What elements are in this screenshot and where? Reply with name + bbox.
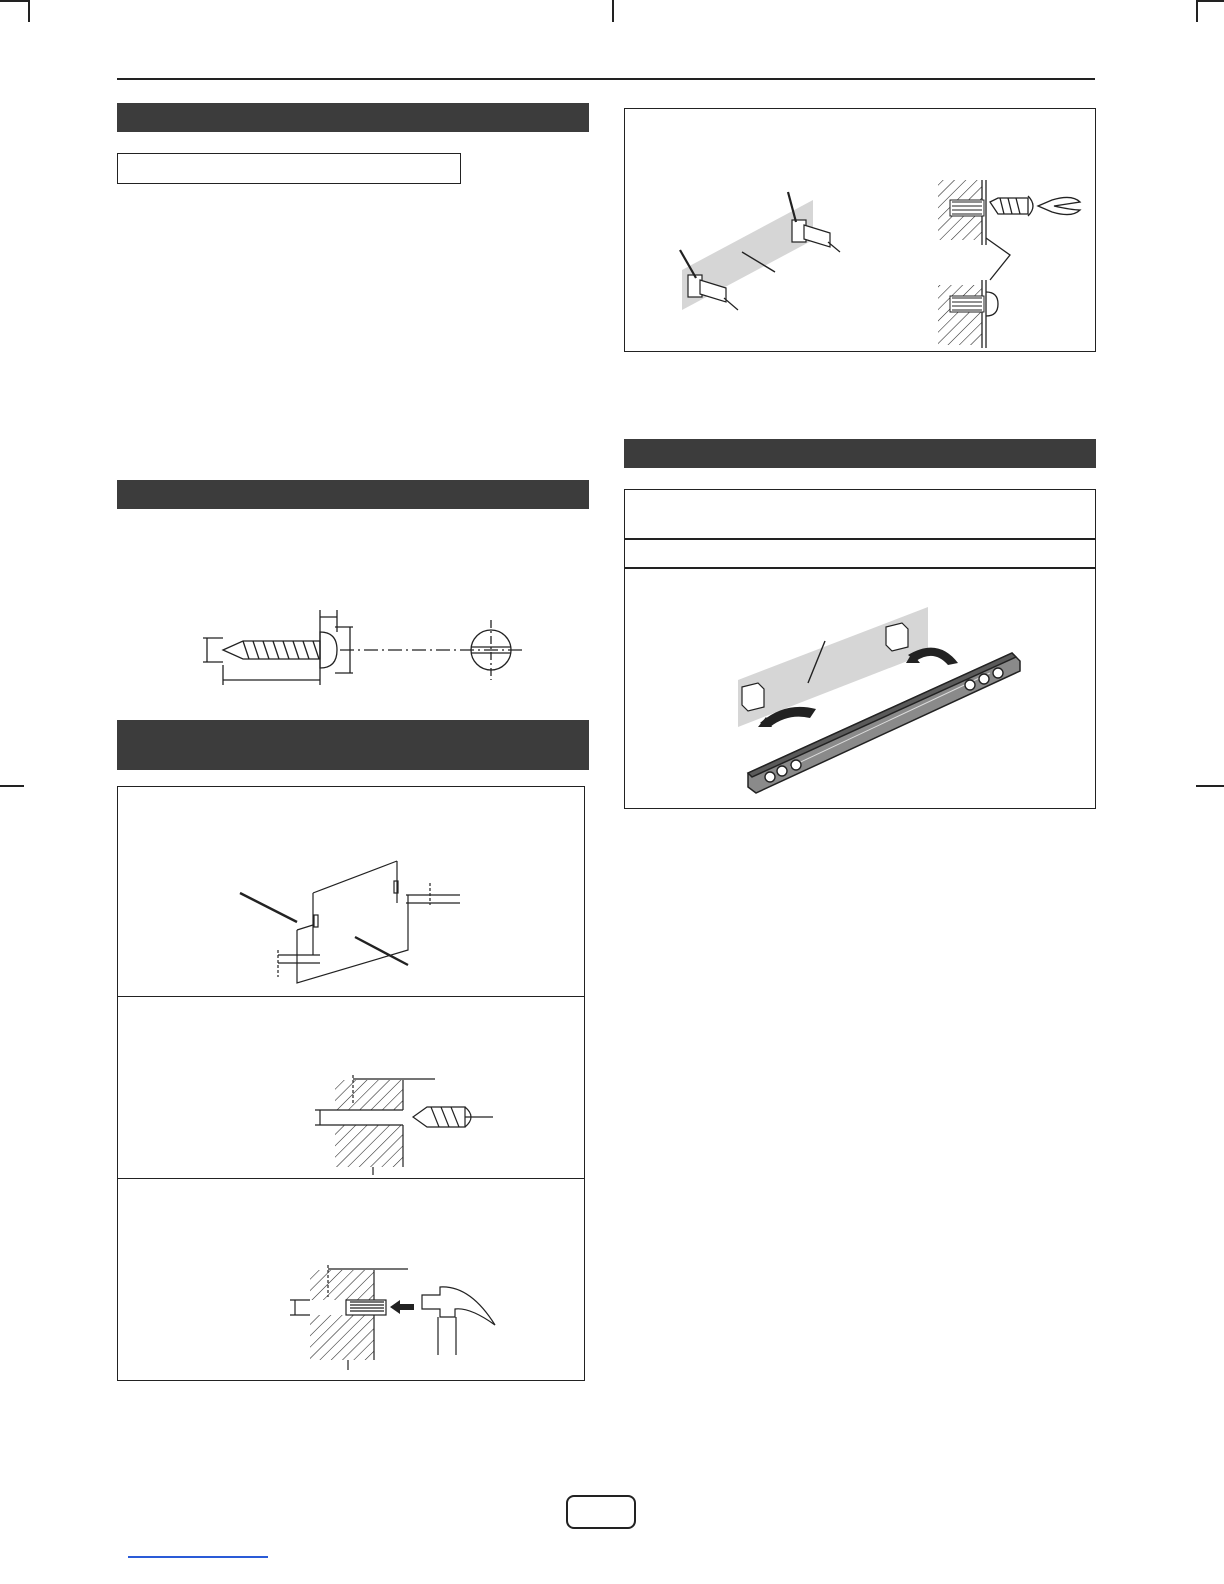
section-bar-4 [624, 439, 1096, 468]
crop-mark-top-right [1196, 0, 1224, 2]
soundbar-hang-diagram [730, 605, 1040, 805]
crop-mark-top-right-v [1196, 0, 1198, 22]
screw-dimension-diagram [195, 605, 535, 695]
crop-mark-top-left-v [28, 0, 30, 22]
subheading-box [117, 153, 461, 184]
crop-mark-top-center [612, 0, 614, 22]
section-bar-1 [117, 103, 589, 132]
header-rule [117, 78, 1095, 80]
wall-template-diagram [230, 855, 460, 990]
soundbar-box-divider-1 [624, 538, 1096, 540]
bracket-mount-diagram [660, 180, 1090, 350]
soundbar-box-divider-2 [624, 567, 1096, 569]
crop-mark-top-left [0, 0, 28, 2]
insert-anchor-diagram [290, 1265, 510, 1370]
crop-mark-mid-right [1196, 785, 1224, 787]
crop-mark-mid-left [0, 785, 24, 787]
page-number-box [566, 1495, 636, 1529]
footer-link-underline [128, 1556, 268, 1558]
section-bar-3 [117, 720, 589, 770]
drill-hole-diagram [315, 1075, 495, 1175]
section-bar-2 [117, 480, 589, 509]
